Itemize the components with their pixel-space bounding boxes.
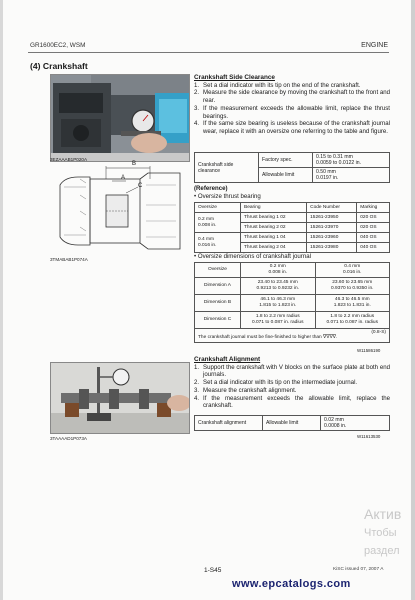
crankshaft-alignment-photo xyxy=(50,362,190,434)
page-edge-right xyxy=(411,0,415,600)
reference-title: (Reference) xyxy=(194,185,228,192)
alignment-ref-code: W11613530 xyxy=(357,434,381,439)
step-item: 1. Support the crankshaft with V blocks on the surface plate at both end journals. xyxy=(194,363,390,379)
side-clearance-spec-table-wrap xyxy=(194,152,390,183)
spec-limit-label: Allowable limit xyxy=(259,168,313,183)
thrust-header-cell: Oversize xyxy=(195,203,241,213)
thrust-header-cell: Bearing xyxy=(241,203,307,213)
journal-value-cell: 46.3 to 46.5 mm 1.823 to 1.831 in. xyxy=(315,294,390,311)
journal-dim-cell: Dimension B xyxy=(195,294,241,311)
header-section: ENGINE xyxy=(361,42,388,49)
finish-code: (0.8-S) xyxy=(371,329,386,335)
journal-value-cell: 1.8 to 2.2 mm radius 0.071 to 0.087 in. radius xyxy=(241,311,316,328)
diagram-label-c: C xyxy=(138,183,143,189)
thrust-oversize-cell: 0.2 mm 0.008 in. xyxy=(195,213,241,233)
thrust-bearing-cell: Thrust bearing 1 02 xyxy=(241,213,307,223)
journal-oversize-table xyxy=(194,262,390,343)
footer-issue: KiSC issued 07, 2007 A xyxy=(333,567,384,572)
reference-bullet-thrust: • Oversize thrust bearing xyxy=(194,192,261,200)
thrust-marking-cell: 040 OS xyxy=(357,243,390,253)
finish-note: The crankshaft journal must be fine-finished to higher than ∇∇∇∇. xyxy=(198,335,338,341)
thrust-code-cell: 15261-23980 xyxy=(307,243,357,253)
thrust-code-cell: 15261-23960 xyxy=(307,233,357,243)
figure-3-caption: 3TAAAAD1P073A xyxy=(50,436,87,441)
thrust-marking-cell: 020 OS xyxy=(357,213,390,223)
journal-value-cell: 1.8 to 2.2 mm radius 0.071 to 0.087 in. radius xyxy=(315,311,390,328)
side-clearance-ref-code: W11586190 xyxy=(357,348,381,353)
journal-dim-cell: Dimension C xyxy=(195,311,241,328)
alignment-table-wrap xyxy=(194,415,390,431)
thrust-header-cell: Marking xyxy=(357,203,390,213)
journal-dimension-diagram xyxy=(50,161,190,260)
journal-finish-row xyxy=(195,328,390,343)
journal-diagram-drawing xyxy=(50,165,190,260)
side-clearance-steps xyxy=(194,82,390,136)
step-item: 2. Measure the side clearance by moving the crankshaft to the front and rear. xyxy=(194,89,390,105)
step-item: 4. If the measurement exceeds the allowable limit, replace the crankshaft. xyxy=(194,394,390,410)
alignment-limit-value: 0.02 mm 0.0008 in. xyxy=(321,416,390,431)
figure-2-caption: 3TMABAB1P074A xyxy=(50,257,88,262)
side-clearance-section xyxy=(194,74,390,136)
footer-page-number: 1-S45 xyxy=(204,567,222,574)
reference-heading xyxy=(194,185,390,200)
reference-bullet-journal: • Oversize dimensions of crankshaft journal xyxy=(194,253,311,260)
diagram-label-b: B xyxy=(132,161,137,167)
thrust-bearing-cell: Thrust bearing 2 04 xyxy=(241,243,307,253)
engine-block-illustration xyxy=(51,75,190,162)
thrust-oversize-cell: 0.4 mm 0.016 in. xyxy=(195,233,241,253)
journal-value-cell: 23.60 to 23.65 mm 0.9370 to 0.9350 in. xyxy=(315,277,390,294)
side-clearance-title: Crankshaft Side Clearance xyxy=(194,74,275,81)
journal-dim-cell: Dimension A xyxy=(195,277,241,294)
step-item: 2. Set a dial indicator with its tip on the intermediate journal. xyxy=(194,379,358,387)
spec-factory-value: 0.15 to 0.31 mm 0.0059 to 0.0122 in. xyxy=(313,153,390,168)
thrust-marking-cell: 040 OS xyxy=(357,233,390,243)
side-clearance-spec-table xyxy=(194,152,390,183)
alignment-spec-table xyxy=(194,415,390,431)
journal-table-wrap xyxy=(194,262,390,343)
thrust-bearing-table xyxy=(194,202,390,253)
spec-item: Crankshaft side clearance xyxy=(195,153,259,183)
thrust-bearing-cell: Thrust bearing 1 04 xyxy=(241,233,307,243)
journal-header-cell: 0.4 mm 0.016 in. xyxy=(315,263,390,278)
diagram-label-a: A xyxy=(121,175,126,181)
thrust-bearing-cell: Thrust bearing 2 02 xyxy=(241,223,307,233)
step-item: 3. Measure the crankshaft alignment. xyxy=(194,386,297,394)
section-title: (4) Crankshaft xyxy=(30,61,88,71)
journal-value-cell: 46.1 to 46.3 mm 1.815 to 1.823 in. xyxy=(241,294,316,311)
site-watermark: www.epcatalogs.com xyxy=(232,578,351,590)
alignment-limit-label: Allowable limit xyxy=(263,416,321,431)
alignment-setup-illustration xyxy=(51,363,190,434)
thrust-marking-cell: 020 OS xyxy=(357,223,390,233)
journal-header-cell: 0.2 mm 0.008 in. xyxy=(241,263,316,278)
figure-1-caption: 3EZAAAB1P020A xyxy=(50,157,88,162)
header-rule xyxy=(28,52,389,53)
activation-overlay-2: Чтобы xyxy=(364,527,397,539)
alignment-item: Crankshaft alignment xyxy=(195,416,263,431)
thrust-code-cell: 15261-23970 xyxy=(307,223,357,233)
journal-value-cell: 23.40 to 23.45 mm 0.9213 to 0.9232 in. xyxy=(241,277,316,294)
activation-overlay-1: Актив xyxy=(364,506,402,522)
alignment-title: Crankshaft Alignment xyxy=(194,356,261,363)
page-edge-left xyxy=(0,0,3,600)
step-item: 1. Set a dial indicator with its tip on the end of the crankshaft. xyxy=(194,81,361,89)
spec-limit-value: 0.50 mm 0.0197 in. xyxy=(313,168,390,183)
alignment-steps xyxy=(194,364,390,410)
spec-factory-label: Factory spec. xyxy=(259,153,313,168)
activation-overlay-3: раздел xyxy=(364,545,400,557)
crankshaft-side-clearance-photo xyxy=(50,74,190,162)
thrust-table-wrap xyxy=(194,202,390,253)
thrust-code-cell: 15261-23950 xyxy=(307,213,357,223)
step-item: 3. If the measurement exceeds the allowable limit, replace the thrust bearings. xyxy=(194,104,390,120)
thrust-header-cell: Code Number xyxy=(307,203,357,213)
journal-header-cell: Oversize xyxy=(195,263,241,278)
header-model: GR1600EC2, WSM xyxy=(30,42,86,49)
step-item: 4. If the same size bearing is useless because of the crankshaft journal wear, replace it with an oversize one referring to the table and figure. xyxy=(194,120,390,135)
alignment-section xyxy=(194,356,390,410)
